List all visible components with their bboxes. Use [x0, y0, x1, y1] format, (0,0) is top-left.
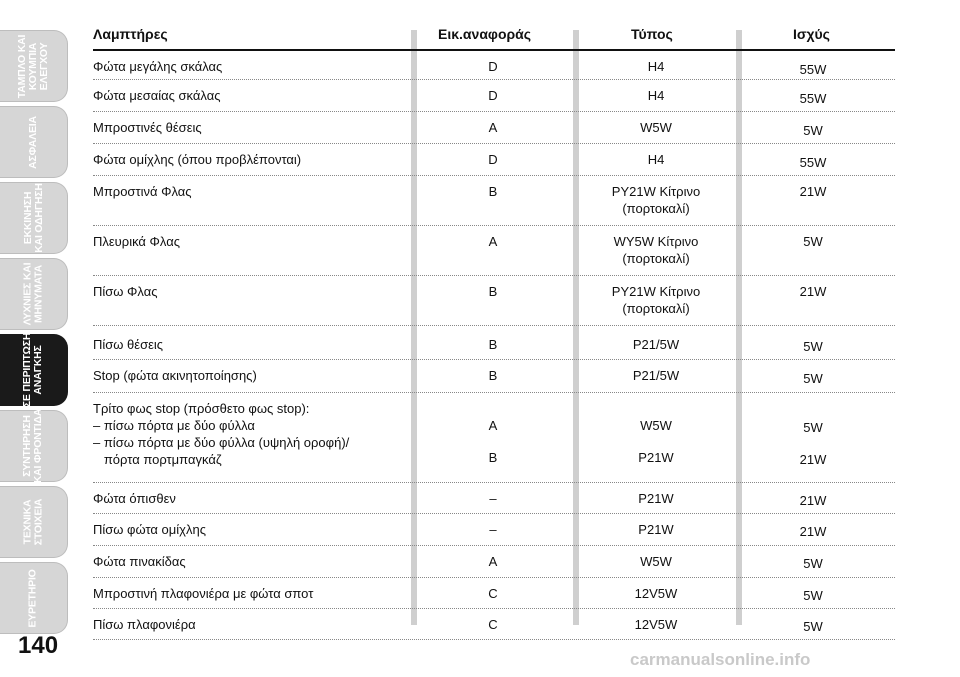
tab-label: ΑΣΦΑΛΕΙΑ [27, 115, 39, 169]
tab-technical-data[interactable] [0, 486, 68, 558]
bulb-type: P21W [638, 450, 674, 465]
fig-ref: B [488, 450, 498, 465]
table-row [93, 112, 895, 144]
fig-ref: B [488, 284, 498, 299]
fig-ref: C [488, 617, 498, 632]
fig-ref: B [488, 337, 498, 352]
tab-label: ΕΚΚΙΝΗΣΗ ΚΑΙ ΟΔΗΓΗΣΗ [21, 183, 45, 253]
lamp-name: Τρίτο φως stop (πρόσθετο φως stop): – πίσω πόρτα με δύο φύλλα – πίσω πόρτα με δύο φύλλα (υψηλή οροφή)/ πόρτα πορτμπαγκάζ [93, 401, 350, 467]
fig-ref: A [488, 554, 498, 569]
bulb-power: 5W [803, 234, 823, 249]
bulb-power: 5W [803, 588, 823, 603]
bulb-power: 55W [799, 155, 827, 170]
fig-ref: – [489, 522, 497, 537]
bulb-power: 55W [799, 62, 827, 77]
bulb-power: 21W [799, 493, 827, 508]
table-row [93, 144, 895, 176]
tab-label: ΤΑΜΠΛΟ ΚΑΙ ΚΟΥΜΠΙΑ ΕΛΕΓΧΟΥ [16, 34, 50, 98]
bulb-type: P21W [638, 522, 674, 537]
fig-ref: C [488, 586, 498, 601]
table-row [93, 276, 895, 326]
lamp-name: Πίσω φώτα ομίχλης [93, 522, 206, 537]
lamp-name: Μπροστινές θέσεις [93, 120, 202, 135]
fig-ref: B [488, 184, 498, 199]
header-type: Τύπος [631, 26, 673, 42]
table-row [93, 609, 895, 640]
tab-label: ΛΥΧΝΙΕΣ ΚΑΙ ΜΗΝΥΜΑΤΑ [21, 262, 45, 326]
bulb-table [93, 51, 895, 640]
lamp-name: Φώτα μεγάλης σκάλας [93, 59, 223, 74]
tab-label: ΤΕΧΝΙΚΑ ΣΤΟΙΧΕΙΑ [21, 498, 45, 546]
tab-safety[interactable] [0, 106, 68, 178]
bulb-type: W5W [640, 418, 672, 433]
lamp-name: Πίσω θέσεις [93, 337, 164, 352]
table-row [93, 483, 895, 514]
fig-ref: D [488, 88, 498, 103]
lamp-name: Φώτα ομίχλης (όπου προβλέπονται) [93, 152, 302, 167]
watermark: carmanualsonline.info [630, 650, 811, 669]
bulb-power: 5W [803, 420, 823, 435]
tab-emergency[interactable] [0, 334, 68, 406]
bulb-type: W5W [640, 554, 672, 569]
tab-maintenance[interactable] [0, 410, 68, 482]
table-row [93, 226, 895, 276]
tab-label: ΕΥΡΕΤΗΡΙΟ [27, 568, 39, 628]
fig-ref: A [488, 418, 498, 433]
fig-ref: A [488, 234, 498, 249]
table-header [93, 22, 895, 48]
table-row [93, 393, 895, 483]
tab-label: ΣΥΝΤΗΡΗΣΗ ΚΑΙ ΦΡΟΝΤΙΔΑ [21, 408, 45, 484]
bulb-power: 21W [799, 524, 827, 539]
tab-starting-driving[interactable] [0, 182, 68, 254]
header-lamps: Λαμπτήρες [93, 26, 168, 42]
tab-label: ΣΕ ΠΕΡΙΠΤΩΣΗ ΑΝΑΓΚΗΣ [21, 332, 45, 408]
bulb-type: H4 [647, 59, 665, 74]
tab-warning-lights[interactable] [0, 258, 68, 330]
lamp-name: Πλευρικά Φλας [93, 234, 181, 249]
bulb-type: PY21W Κίτρινο (πορτοκαλί) [611, 284, 701, 316]
table-row [93, 360, 895, 393]
fig-ref: B [488, 368, 498, 383]
table-row [93, 578, 895, 609]
fig-ref: D [488, 59, 498, 74]
table-row [93, 326, 895, 360]
bulb-power: 5W [803, 339, 823, 354]
bulb-type: H4 [647, 88, 665, 103]
bulb-type: P21W [638, 491, 674, 506]
bulb-power: 5W [803, 619, 823, 634]
table-row [93, 80, 895, 112]
bulb-type: 12V5W [634, 586, 678, 601]
lamp-name: Πίσω Φλας [93, 284, 158, 299]
lamp-name: Μπροστινά Φλας [93, 184, 192, 199]
bulb-type: H4 [647, 152, 665, 167]
header-power: Ισχύς [793, 26, 830, 42]
tab-index[interactable] [0, 562, 68, 634]
fig-ref: – [489, 491, 497, 506]
table-row [93, 546, 895, 578]
bulb-power: 21W [799, 184, 827, 199]
bulb-type: 12V5W [634, 617, 678, 632]
page-number: 140 [18, 632, 59, 659]
lamp-name: Φώτα όπισθεν [93, 491, 176, 506]
bulb-type: P21/5W [632, 337, 680, 352]
fig-ref: D [488, 152, 498, 167]
bulb-power: 55W [799, 91, 827, 106]
table-row [93, 514, 895, 546]
lamp-name: Μπροστινή πλαφονιέρα με φώτα σποτ [93, 586, 314, 601]
bulb-power: 5W [803, 123, 823, 138]
bulb-power: 5W [803, 556, 823, 571]
header-fig-ref: Εικ.αναφοράς [438, 26, 532, 42]
bulb-type: P21/5W [632, 368, 680, 383]
lamp-name: Πίσω πλαφονιέρα [93, 617, 196, 632]
bulb-power: 21W [799, 452, 827, 467]
bulb-type: W5W [640, 120, 672, 135]
tab-dashboard-controls[interactable] [0, 30, 68, 102]
table-row [93, 51, 895, 80]
fig-ref: A [488, 120, 498, 135]
bulb-power: 21W [799, 284, 827, 299]
lamp-name: Stop (φώτα ακινητοποίησης) [93, 368, 257, 383]
table-row [93, 176, 895, 226]
lamp-name: Φώτα πινακίδας [93, 554, 186, 569]
lamp-name: Φώτα μεσαίας σκάλας [93, 88, 221, 103]
bulb-type: WY5W Κίτρινο (πορτοκαλί) [613, 234, 699, 266]
bulb-type: PY21W Κίτρινο (πορτοκαλί) [611, 184, 701, 216]
bulb-power: 5W [803, 371, 823, 386]
section-tabs [0, 0, 76, 677]
